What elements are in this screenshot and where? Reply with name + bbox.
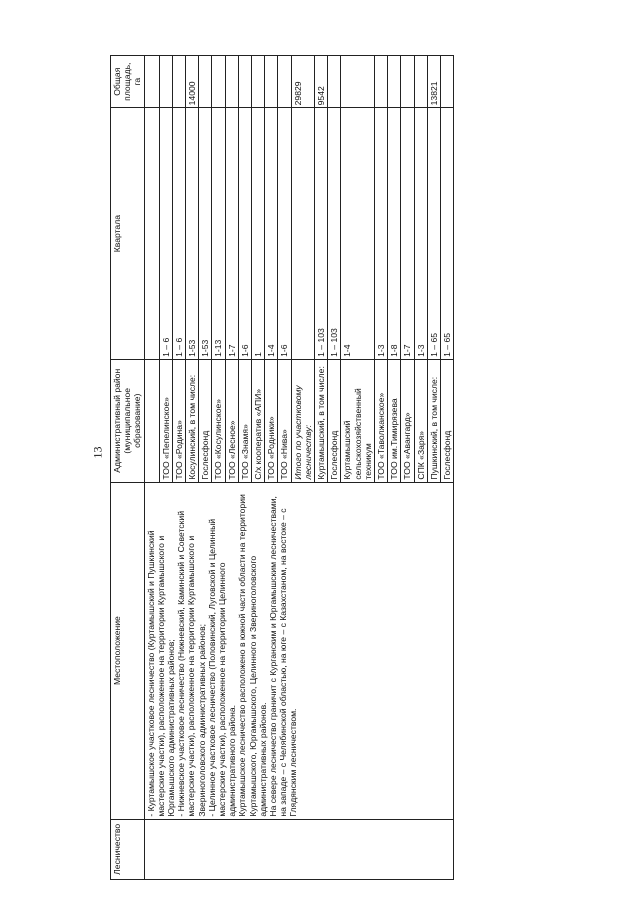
table-row [144,56,159,880]
admin-cell: ТОО «Авангард» [401,359,414,482]
area-cell [172,56,185,108]
area-cell [252,56,265,108]
admin-cell: Косулинский, в том числе: [186,359,199,482]
area-cell [388,56,401,108]
kvartala-cell: 1-6 [278,108,291,360]
kvartala-cell: 1-7 [401,108,414,360]
area-cell [341,56,375,108]
kvartala-cell: 1-4 [341,108,375,360]
area-cell [144,56,159,108]
header-area: Общая площадь, га [111,56,145,108]
admin-cell: ТОО «Косулинское» [212,359,225,482]
area-cell [265,56,278,108]
kvartala-cell: 1 – 6 [172,108,185,360]
admin-cell: Куртамышский, в том числе: [315,359,328,482]
table-body [144,56,454,880]
admin-cell: ТОО «Родники» [265,359,278,482]
admin-cell: Итого по участковому лесничеству: [291,359,314,482]
forestry-table-sheet [110,55,580,880]
kvartala-cell: 1 [252,108,265,360]
kvartala-cell: 1-13 [212,108,225,360]
admin-cell: Куртамышский сельскохозяйственный техникум [341,359,375,482]
header-admin: Административный район (муниципальное образование) [111,359,145,482]
admin-cell: ТОО «Знамя» [238,359,251,482]
area-cell: 29829 [291,56,314,108]
area-cell [199,56,212,108]
kvartala-cell: 1-6 [238,108,251,360]
admin-cell: ТОО «Пепелинское» [159,359,172,482]
admin-cell: С/х кооператив «АПИ» [252,359,265,482]
area-cell [278,56,291,108]
admin-cell: СПК «Заря» [414,359,427,482]
header-kvartala: Квартала [111,108,145,360]
area-cell [401,56,414,108]
kvartala-cell: 1-4 [265,108,278,360]
kvartala-cell: 1 – 65 [441,108,454,360]
area-cell [212,56,225,108]
header-lesnichestvo: Лесничество [111,819,145,879]
kvartala-cell: 1 – 103 [315,108,328,360]
kvartala-cell: 1-7 [225,108,238,360]
admin-cell: ТОО «Родина» [172,359,185,482]
area-cell [159,56,172,108]
kvartala-cell: 1 – 6 [159,108,172,360]
admin-cell: ТОО «Нива» [278,359,291,482]
admin-cell: ТОО «Таволжанское» [375,359,388,482]
area-cell [375,56,388,108]
area-cell [328,56,341,108]
kvartala-cell: 1-3 [414,108,427,360]
header-mestopolozhenie: Местоположение [111,482,145,819]
area-cell [225,56,238,108]
admin-cell: Пушкинский, в том числе: [427,359,440,482]
kvartala-cell [144,108,159,360]
area-cell [414,56,427,108]
table-header-row [111,56,145,880]
admin-cell: Гослесфонд [328,359,341,482]
kvartala-cell: 1-53 [186,108,199,360]
admin-cell: Гослесфонд [199,359,212,482]
area-cell: 9542 [315,56,328,108]
area-cell [441,56,454,108]
lesnichestvo-cell [144,819,454,879]
admin-cell: ТОО «Лесное» [225,359,238,482]
mestopolozhenie-cell: - Куртамышское участковое лесничество (Куртамышский и Пушкинский мастерские участки), расположенное на территории Куртамышского и Юргамышского административных районов; - Нижневское участковое лесничество (Нижневский, Каминский и Советский мастерские участки), расположенное на территории Куртамышского и Звериноголовского административных районов; - Целинное участковое лесничество (Половинский, Луговской и Целинный мастерские участки), расположенное на территории Целинного административного района. Куртамышское лесничество расположено в южной части области на территории Куртамышского, Юргамышского, Целинного и Звериноголовского административных районов. На севере лесничество граничит с Курганским и Юргамышским лесничествами, на западе – с Челябинской областью, на юге – с Казахстаном, на востоке – с Глядянским лесничеством. [144,482,454,819]
forestry-table [110,55,454,880]
kvartala-cell: 1-53 [199,108,212,360]
kvartala-cell: 1 – 103 [328,108,341,360]
kvartala-cell: 1 – 65 [427,108,440,360]
area-cell: 13821 [427,56,440,108]
page-number: 13 [90,446,105,459]
admin-cell [144,359,159,482]
kvartala-cell: 1-3 [375,108,388,360]
kvartala-cell: 1-8 [388,108,401,360]
area-cell: 14000 [186,56,199,108]
admin-cell: Гослесфонд [441,359,454,482]
area-cell [238,56,251,108]
kvartala-cell [291,108,314,360]
admin-cell: ТОО им.Тимирязева [388,359,401,482]
